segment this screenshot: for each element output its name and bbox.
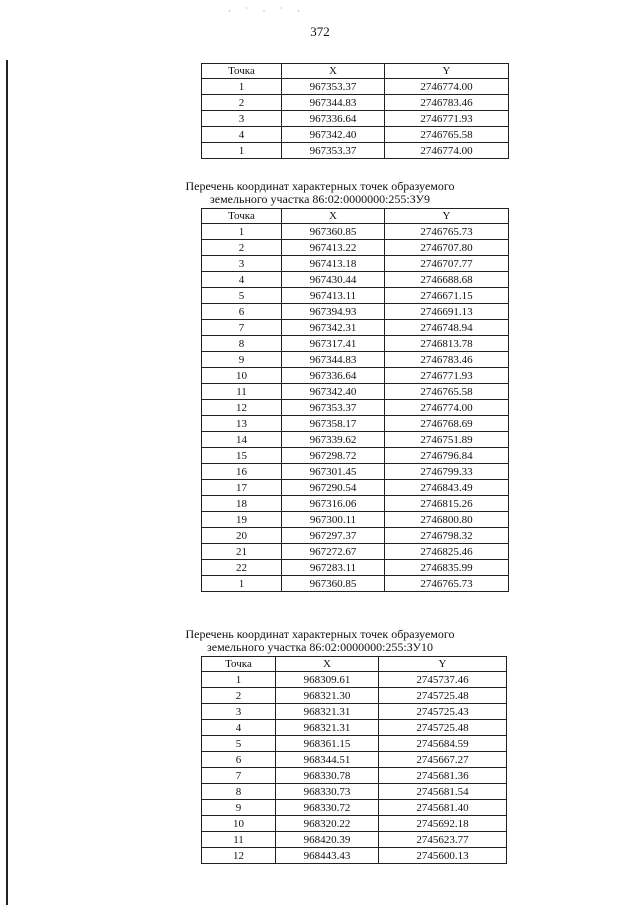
y-cell: 2746765.58 [385,127,509,143]
x-cell: 968330.73 [276,784,379,800]
header-point: Точка [202,209,282,224]
x-cell: 967272.67 [282,544,385,560]
table-row [202,79,509,95]
x-cell: 967342.40 [282,384,385,400]
y-cell: 2746771.93 [385,111,509,127]
point-cell: 11 [202,384,282,400]
table-row [202,496,509,512]
x-cell: 967413.22 [282,240,385,256]
x-cell: 967353.37 [282,79,385,95]
x-cell: 967344.83 [282,352,385,368]
y-cell: 2746768.69 [385,416,509,432]
x-cell: 968321.30 [276,688,379,704]
point-cell: 1 [202,672,276,688]
table-2-caption [0,180,640,206]
y-cell: 2746774.00 [385,79,509,95]
point-cell: 3 [202,111,282,127]
point-cell: 8 [202,784,276,800]
table-row [202,464,509,480]
x-cell: 967394.93 [282,304,385,320]
y-cell: 2746765.58 [385,384,509,400]
x-cell: 967342.40 [282,127,385,143]
point-cell: 3 [202,256,282,272]
y-cell: 2746765.73 [385,576,509,592]
point-cell: 2 [202,240,282,256]
caption-line-2: земельного участка 86:02:0000000:255:ЗУ10 [207,640,433,654]
table-row [202,752,507,768]
coordinates-table-1 [201,63,509,159]
table-row [202,432,509,448]
table-row [202,512,509,528]
y-cell: 2746835.99 [385,560,509,576]
table-row [202,816,507,832]
table-row [202,672,507,688]
y-cell: 2746783.46 [385,352,509,368]
table-row [202,528,509,544]
point-cell: 7 [202,768,276,784]
y-cell: 2746771.93 [385,368,509,384]
y-cell: 2746783.46 [385,95,509,111]
x-cell: 968443.43 [276,848,379,864]
x-cell: 967336.64 [282,111,385,127]
point-cell: 5 [202,288,282,304]
point-cell: 1 [202,224,282,240]
table-header-row [202,64,509,79]
y-cell: 2746799.33 [385,464,509,480]
table-row [202,95,509,111]
point-cell: 6 [202,304,282,320]
y-cell: 2745667.27 [379,752,507,768]
y-cell: 2746707.77 [385,256,509,272]
header-y: Y [385,64,509,79]
point-cell: 10 [202,368,282,384]
y-cell: 2745681.36 [379,768,507,784]
y-cell: 2745725.48 [379,688,507,704]
table-row [202,368,509,384]
point-cell: 4 [202,127,282,143]
y-cell: 2745600.13 [379,848,507,864]
point-cell: 16 [202,464,282,480]
table-row [202,143,509,159]
point-cell: 11 [202,832,276,848]
caption-line-1: Перечень координат характерных точек образуемого [185,627,455,641]
x-cell: 968361.15 [276,736,379,752]
x-cell: 968420.39 [276,832,379,848]
point-cell: 18 [202,496,282,512]
x-cell: 968309.61 [276,672,379,688]
point-cell: 1 [202,576,282,592]
x-cell: 967301.45 [282,464,385,480]
point-cell: 20 [202,528,282,544]
point-cell: 12 [202,400,282,416]
point-cell: 2 [202,95,282,111]
y-cell: 2745725.48 [379,720,507,736]
point-cell: 19 [202,512,282,528]
y-cell: 2746688.68 [385,272,509,288]
x-cell: 967290.54 [282,480,385,496]
coordinates-table-3 [201,656,507,864]
y-cell: 2745684.59 [379,736,507,752]
y-cell: 2745692.18 [379,816,507,832]
table-row [202,448,509,464]
y-cell: 2745737.46 [379,672,507,688]
x-cell: 968321.31 [276,704,379,720]
table-row [202,576,509,592]
header-point: Точка [202,64,282,79]
table-row [202,688,507,704]
y-cell: 2746774.00 [385,143,509,159]
header-y: Y [379,657,507,672]
table-row [202,848,507,864]
table-row [202,256,509,272]
x-cell: 967358.17 [282,416,385,432]
point-cell: 15 [202,448,282,464]
table-header-row [202,209,509,224]
y-cell: 2746800.80 [385,512,509,528]
x-cell: 968320.22 [276,816,379,832]
table-row [202,560,509,576]
x-cell: 968330.78 [276,768,379,784]
point-cell: 10 [202,816,276,832]
caption-line-2: земельного участка 86:02:0000000:255:ЗУ9 [210,192,430,206]
point-cell: 21 [202,544,282,560]
y-cell: 2745681.54 [379,784,507,800]
table-row [202,320,509,336]
header-x: X [282,64,385,79]
y-cell: 2746843.49 [385,480,509,496]
x-cell: 967430.44 [282,272,385,288]
table-row [202,111,509,127]
x-cell: 968330.72 [276,800,379,816]
y-cell: 2746671.15 [385,288,509,304]
x-cell: 967300.11 [282,512,385,528]
y-cell: 2746765.73 [385,224,509,240]
table-3-caption [0,628,640,654]
x-cell: 967360.85 [282,224,385,240]
point-cell: 22 [202,560,282,576]
point-cell: 1 [202,143,282,159]
header-x: X [276,657,379,672]
x-cell: 967339.62 [282,432,385,448]
y-cell: 2745623.77 [379,832,507,848]
y-cell: 2746815.26 [385,496,509,512]
x-cell: 967283.11 [282,560,385,576]
table-row [202,304,509,320]
table-row [202,704,507,720]
point-cell: 4 [202,720,276,736]
table-row [202,544,509,560]
y-cell: 2746813.78 [385,336,509,352]
y-cell: 2745681.40 [379,800,507,816]
caption-line-1: Перечень координат характерных точек образуемого [185,179,455,193]
x-cell: 967344.83 [282,95,385,111]
table-row [202,288,509,304]
table-row [202,127,509,143]
table-header-row [202,657,507,672]
point-cell: 6 [202,752,276,768]
x-cell: 967413.11 [282,288,385,304]
x-cell: 967316.06 [282,496,385,512]
point-cell: 4 [202,272,282,288]
point-cell: 3 [202,704,276,720]
point-cell: 8 [202,336,282,352]
point-cell: 2 [202,688,276,704]
header-y: Y [385,209,509,224]
x-cell: 968344.51 [276,752,379,768]
table-row [202,224,509,240]
table-row [202,768,507,784]
table-row [202,784,507,800]
x-cell: 967342.31 [282,320,385,336]
table-row [202,240,509,256]
y-cell: 2745725.43 [379,704,507,720]
table-row [202,832,507,848]
x-cell: 967353.37 [282,400,385,416]
y-cell: 2746691.13 [385,304,509,320]
page-number: 372 [310,24,330,39]
point-cell: 5 [202,736,276,752]
point-cell: 17 [202,480,282,496]
table-row [202,336,509,352]
scan-specks: · ˙ · ˙ · [228,6,306,16]
x-cell: 967360.85 [282,576,385,592]
table-row [202,352,509,368]
point-cell: 12 [202,848,276,864]
table-row [202,400,509,416]
point-cell: 9 [202,352,282,368]
x-cell: 967298.72 [282,448,385,464]
point-cell: 1 [202,79,282,95]
y-cell: 2746748.94 [385,320,509,336]
y-cell: 2746707.80 [385,240,509,256]
table-row [202,720,507,736]
point-cell: 7 [202,320,282,336]
x-cell: 968321.31 [276,720,379,736]
table-row [202,480,509,496]
x-cell: 967413.18 [282,256,385,272]
table-row [202,272,509,288]
x-cell: 967353.37 [282,143,385,159]
y-cell: 2746798.32 [385,528,509,544]
table-row [202,416,509,432]
point-cell: 13 [202,416,282,432]
y-cell: 2746825.46 [385,544,509,560]
x-cell: 967297.37 [282,528,385,544]
point-cell: 14 [202,432,282,448]
x-cell: 967336.64 [282,368,385,384]
header-x: X [282,209,385,224]
header-point: Точка [202,657,276,672]
y-cell: 2746774.00 [385,400,509,416]
y-cell: 2746751.89 [385,432,509,448]
coordinates-table-2 [201,208,509,592]
table-row [202,736,507,752]
point-cell: 9 [202,800,276,816]
x-cell: 967317.41 [282,336,385,352]
table-row [202,384,509,400]
y-cell: 2746796.84 [385,448,509,464]
table-row [202,800,507,816]
